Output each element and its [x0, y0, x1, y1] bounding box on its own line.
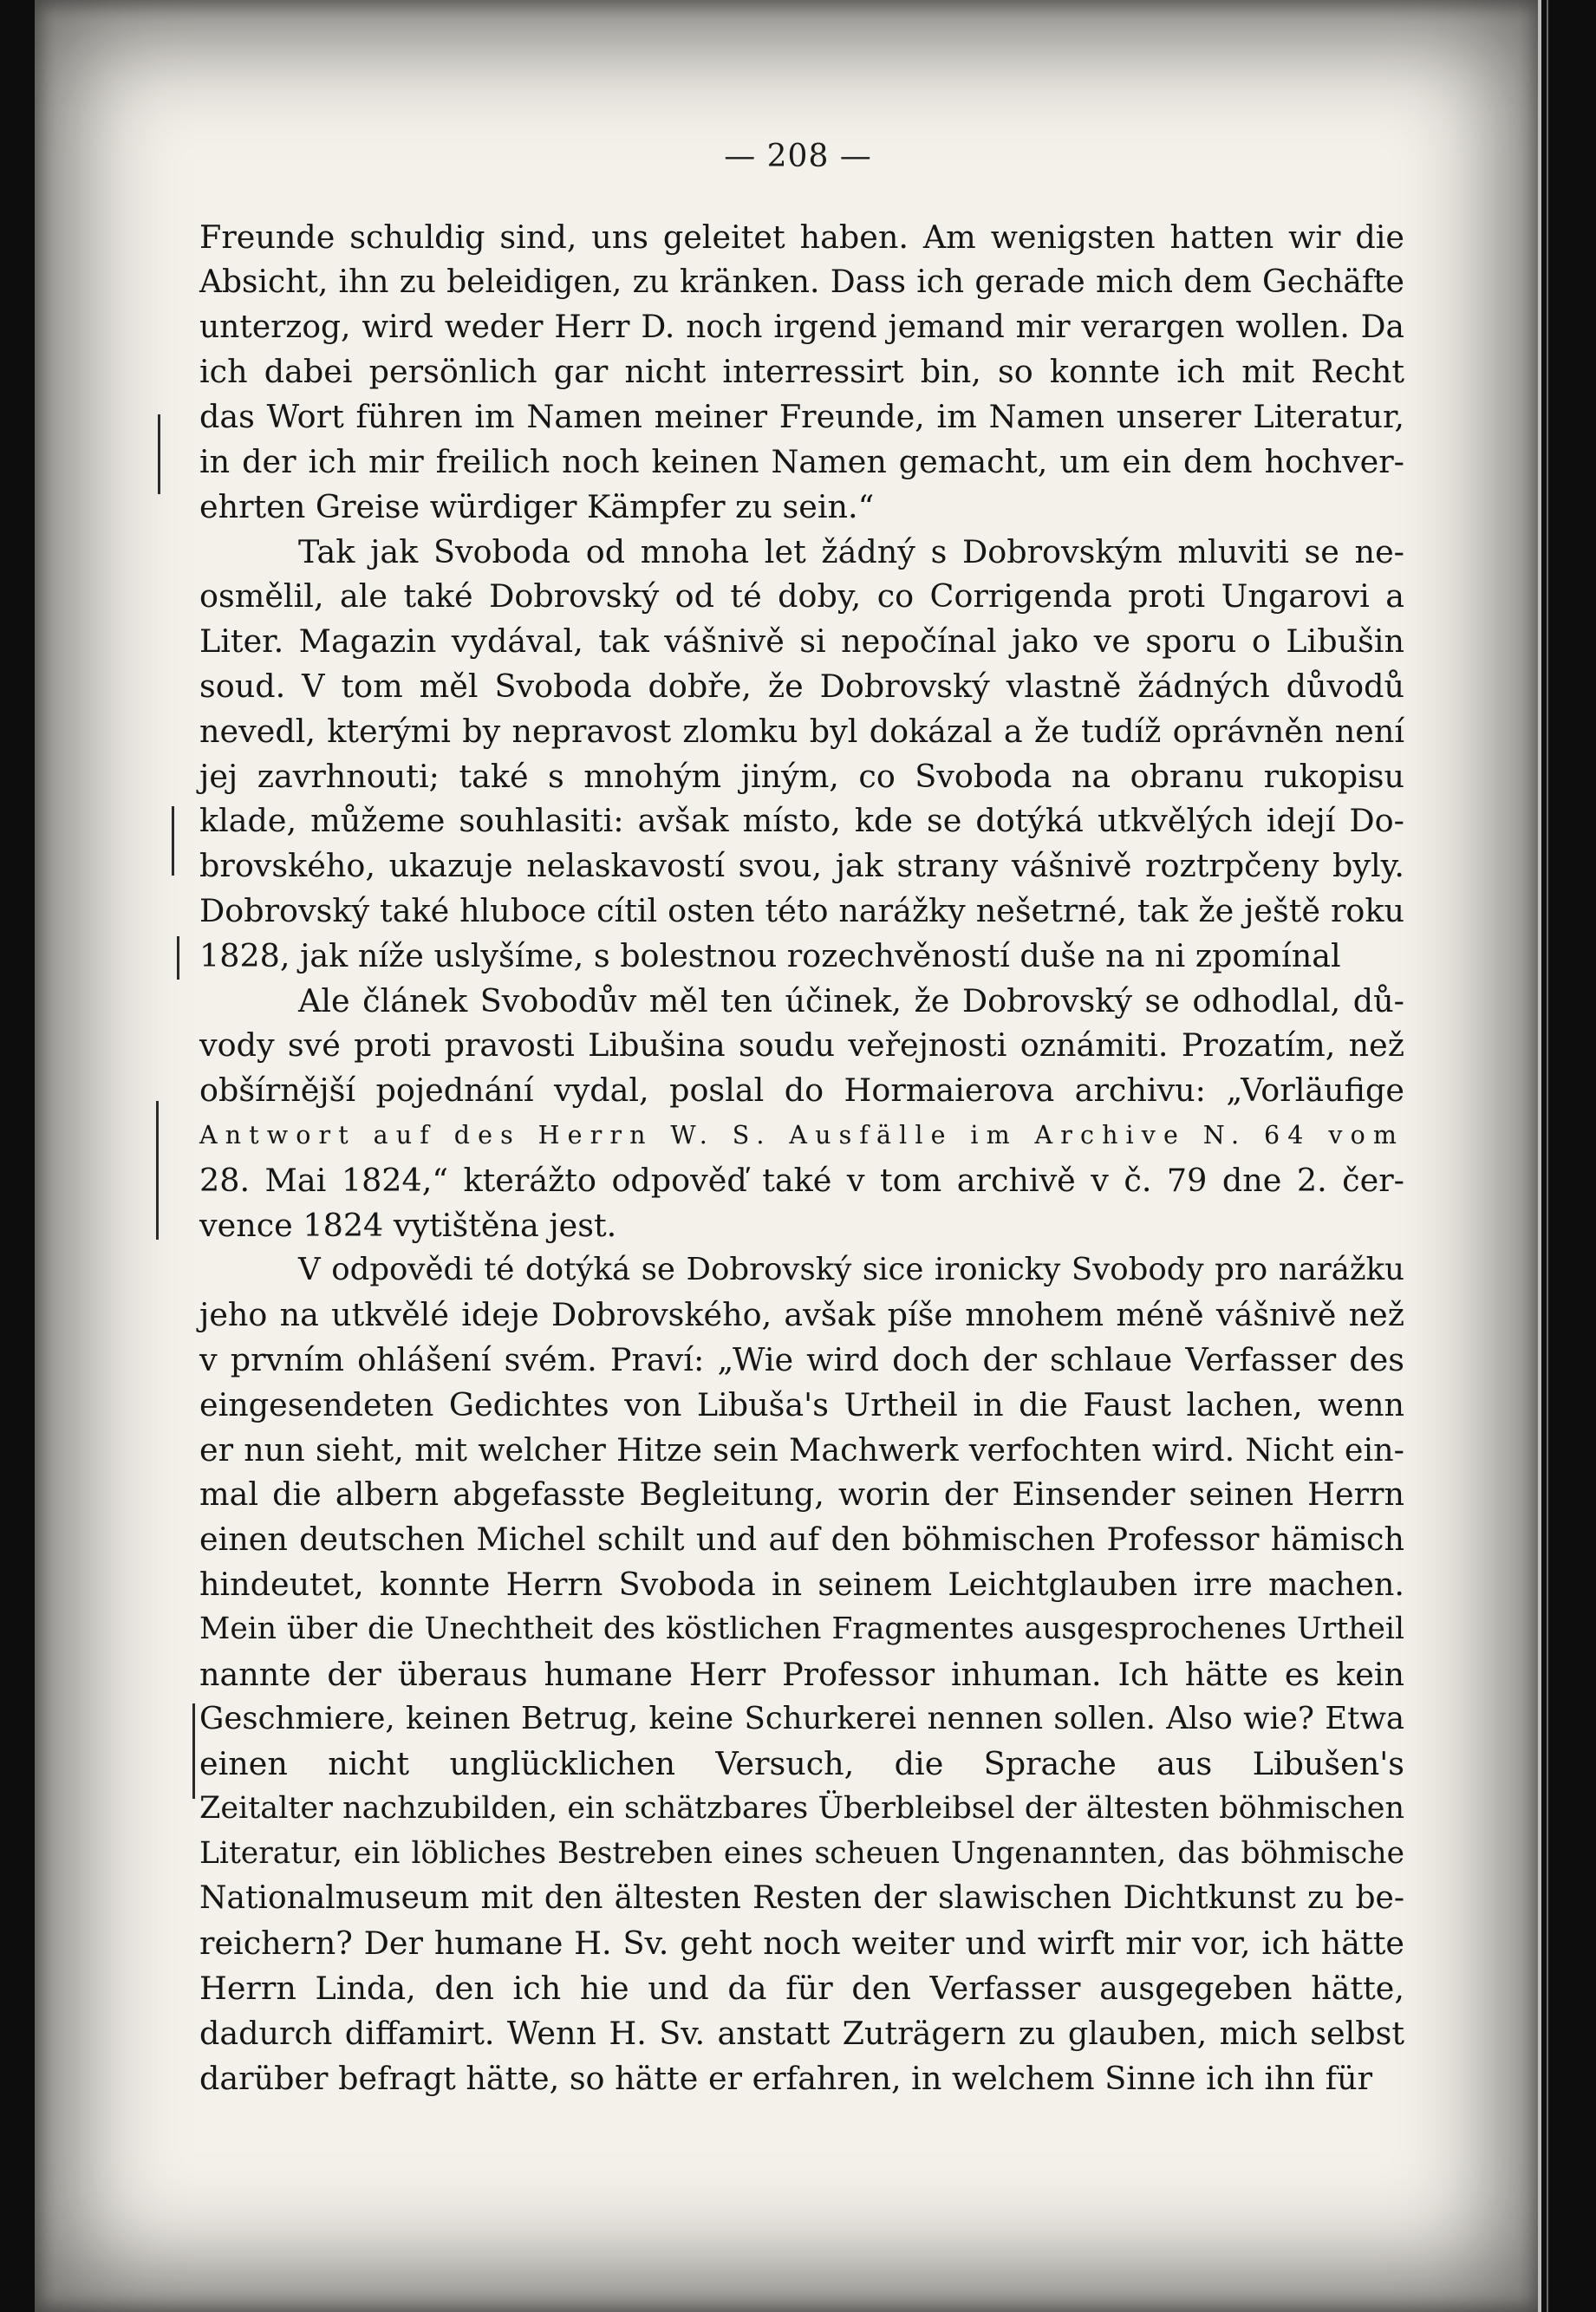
text-line: hindeutet, konnte Herrn Svoboda in seinem Leichtglauben irre machen.: [199, 1565, 1404, 1603]
text-line: Tak jak Svoboda od mnoha let žádný s Dobrovským mluviti se ne-: [298, 532, 1404, 570]
text-line: v prvním ohlášení svém. Praví: „Wie wird doch der schlaue Verfasser des: [199, 1340, 1404, 1378]
text-line: einen deutschen Michel schilt und auf den böhmischen Professor hämisch: [199, 1521, 1404, 1559]
text-line: darüber befragt hätte, so hätte er erfahren, in welchem Sinne ich ihn für: [199, 2059, 1373, 2097]
text-line: Liter. Magazin vydával, tak vášnivě si nepočínal jako ve sporu o Libušin: [199, 622, 1404, 661]
text-line: brovského, ukazuje nelaskavostí svou, jak strany vášnivě roztrpčeny byly.: [199, 847, 1404, 885]
text-line: eingesendeten Gedichtes von Libuša's Urtheil in die Faust lachen, wenn: [199, 1385, 1404, 1423]
text-line: Nationalmuseum mit den ältesten Resten der slawischen Dichtkunst zu be-: [199, 1880, 1404, 1917]
text-line: soud. V tom měl Svoboda dobře, že Dobrovský vlastně žádných důvodů: [199, 667, 1404, 705]
text-line: Antwort auf des Herrn W. S. Ausfälle im Archive N. 64 vom: [199, 1120, 1404, 1149]
text-line: Herrn Linda, den ich hie und da für den Verfasser ausgegeben hätte,: [199, 1970, 1404, 2008]
text-line: dadurch diffamirt. Wenn H. Sv. anstatt Zuträgern zu glauben, mich selbst: [199, 2014, 1404, 2052]
text-line: obšírnější pojednání vydal, poslal do Hormaierova archivu: „Vorläufige: [199, 1071, 1404, 1110]
page-number: — 208 —: [724, 139, 872, 174]
margin-mark: [172, 806, 174, 876]
text-line: 1828, jak níže uslyšíme, s bolestnou rozechvěností duše na ni zpomínal: [199, 936, 1341, 974]
margin-mark: [177, 936, 179, 980]
text-line: Dobrovský také hluboce cítil osten této narážky nešetrné, tak že ještě roku: [199, 891, 1404, 929]
text-line: V odpovědi té dotýká se Dobrovský sice ironicky Svobody pro narážku: [298, 1252, 1404, 1288]
text-line: Absicht, ihn zu beleidigen, zu kränken. Dass ich gerade mich dem Gechäfte: [199, 264, 1404, 300]
text-line: Ale článek Svobodův měl ten účinek, že Dobrovský se odhodlal, dů-: [298, 981, 1404, 1019]
margin-mark: [158, 414, 160, 494]
text-line: nannte der überaus humane Herr Professor inhuman. Ich hätte es kein: [199, 1655, 1404, 1693]
text-line: osmělil, ale také Dobrovský od té doby, co Corrigenda proti Ungarovi a: [199, 577, 1404, 615]
page-edge-shadow: [1547, 0, 1548, 2312]
body-text: [199, 215, 1404, 2100]
text-line: Freunde schuldig sind, uns geleitet haben. Am wenigsten hatten wir die: [199, 218, 1404, 256]
text-line: Mein über die Unechtheit des köstlichen Fragmentes ausgesprochenes Urtheil: [199, 1611, 1404, 1646]
margin-mark: [192, 1703, 195, 1799]
text-line: er nun sieht, mit welcher Hitze sein Machwerk verfochten wird. Nicht ein-: [199, 1430, 1404, 1469]
text-line: einen nicht unglücklichen Versuch, die Sprache aus Libušen's: [199, 1745, 1404, 1783]
text-line: ich dabei persönlich gar nicht interressirt bin, so konnte ich mit Recht: [199, 353, 1404, 391]
text-line: vody své proti pravosti Libušina soudu veřejnosti oznámiti. Prozatím, než: [199, 1026, 1404, 1065]
text-line: unterzog, wird weder Herr D. noch irgend jemand mir verargen wollen. Da: [199, 309, 1404, 345]
text-line: ehrten Greise würdiger Kämpfer zu sein.“: [199, 487, 875, 525]
text-line: klade, můžeme souhlasiti: avšak místo, kde se dotýká utkvělých idejí Do-: [199, 802, 1404, 840]
text-line: das Wort führen im Namen meiner Freunde, im Namen unserer Literatur,: [199, 398, 1404, 436]
text-line: jeho na utkvělé ideje Dobrovského, avšak píše mnohem méně vášnivě než: [199, 1296, 1404, 1334]
text-line: 28. Mai 1824,“ kterážto odpověď také v tom archivě v č. 79 dne 2. čer-: [199, 1161, 1404, 1199]
text-line: jej zavrhnouti; také s mnohým jiným, co Svoboda na obranu rukopisu: [199, 757, 1404, 795]
text-line: Zeitalter nachzubilden, ein schätzbares Überbleibsel der ältesten böhmischen: [199, 1790, 1404, 1826]
text-line: mal die albern abgefasste Begleitung, worin der Einsender seinen Herrn: [199, 1475, 1404, 1514]
text-line: nevedl, kterými by nepravost zlomku byl dokázal a že tudíž oprávněn není: [199, 712, 1404, 750]
text-line: Geschmiere, keinen Betrug, keine Schurkerei nennen sollen. Also wie? Etwa: [199, 1701, 1404, 1737]
text-line: Literatur, ein löbliches Bestreben eines scheuen Ungenannten, das böhmische: [199, 1835, 1404, 1871]
text-line: vence 1824 vytištěna jest.: [199, 1206, 617, 1244]
page-edge-line: [1538, 0, 1541, 2312]
text-line: reichern? Der humane H. Sv. geht noch weiter und wirft mir vor, ich hätte: [199, 1924, 1404, 1963]
text-line: in der ich mir freilich noch keinen Namen gemacht, um ein dem hochver-: [199, 442, 1404, 480]
margin-mark: [156, 1101, 159, 1240]
